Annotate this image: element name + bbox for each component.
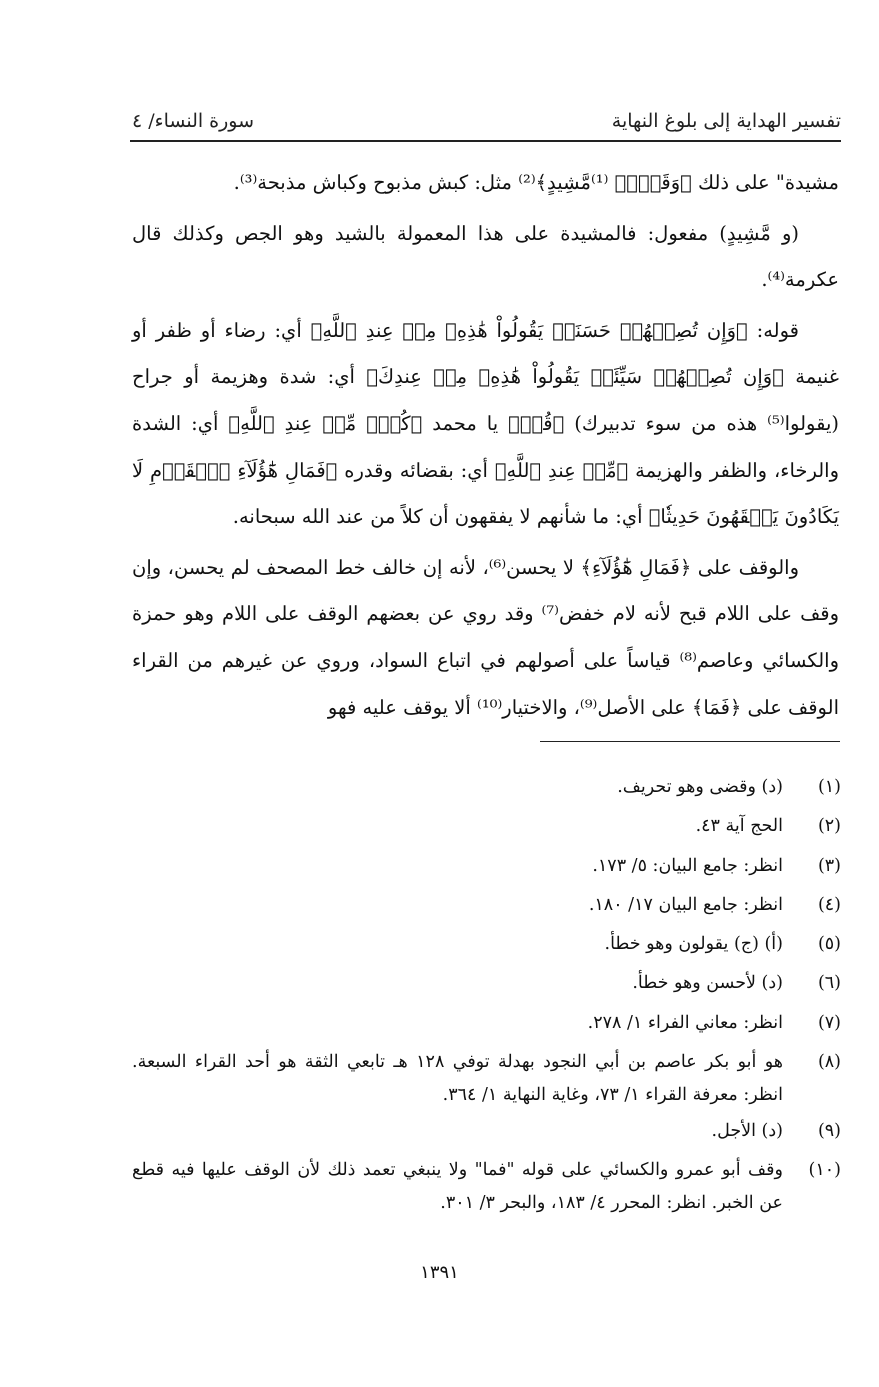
paragraph-1: مشيدة" على ذلك ﴿وَقَصۡرٖ ⁽¹⁾مَّشِيدٍ﴾⁽²⁾ مثل: كبش مذبوح وكباش مذبحة⁽³⁾.: [233, 171, 839, 194]
paragraph-2: (و مَّشِيدٍ) مفعول: فالمشيدة على هذا المعمولة بالشيد وهو الجص وكذلك قال عكرمة⁽⁴⁾.: [132, 221, 839, 292]
footnote-9: [132, 1112, 841, 1151]
footnote-text: هو أبو بكر عاصم بن أبي النجود بهدلة توفي ١٢٨ هـ تابعي الثقة هو أحد القراء السبعة. انظر: معرفة القراء ١/ ٧٣، وغاية النهاية ١/ ٣٦٤.: [132, 1052, 783, 1106]
footnote-number: (١): [817, 777, 841, 797]
footnote-number: (٧): [817, 1012, 841, 1033]
header-rule: [130, 140, 841, 142]
footnote-1: [132, 768, 841, 807]
footnote-text: (د) الأجل.: [711, 1121, 783, 1142]
footnote-number: (٣): [817, 855, 841, 876]
footnote-5: [132, 925, 841, 964]
footnote-text: (د) وقضى وهو تحريف.: [617, 777, 783, 797]
footnote-number: (١٠): [808, 1160, 841, 1181]
footnote-8: [132, 1043, 841, 1112]
paragraph-4: والوقف على ﴿فَمَالِ هَٰٓؤُلَآءِ﴾ لا يحسن⁽⁶⁾، لأنه إن خالف خط المصحف لم يحسن، وإن وقف على اللام قبح لأنه لام خفض⁽⁷⁾ وقد روي عن بعضهم الوقف على اللام وهو حمزة والكسائي وعاصم⁽⁸⁾ قياساً على أصولهم في اتباع السواد، وروي عن غيرهم من القراء الوقف على ﴿فَمَا﴾ على الأصل⁽⁹⁾، والاختيار⁽¹⁰⁾ ألا يوقف عليه فهو: [132, 555, 839, 719]
footnote-7: [132, 1004, 841, 1043]
footnote-number: (٦): [817, 973, 841, 994]
footnote-number: (٩): [817, 1121, 841, 1142]
surah-label: سورة النساء/ ٤: [132, 110, 255, 132]
footnote-text: الحج آية ٤٣.: [695, 816, 783, 837]
paragraph-3: قوله: ﴿وَإِن تُصِبۡهُمۡ حَسَنَةٞ يَقُولُواْ هَٰذِهِۦ مِنۡ عِندِ ٱللَّهِ﴾ أي: رضاء أو ظفر أو غنيمة ﴿وَإِن تُصِبۡهُمۡ سَيِّئَةٞ يَقُولُواْ هَٰذِهِۦ مِنۡ عِندِكَ﴾ أي: شدة وهزيمة أو جراح (يقولوا⁽⁵⁾ هذه من سوء تدبيرك) ﴿قُلۡ﴾ يا محمد ﴿كُلّٞ مِّنۡ عِندِ ٱللَّهِ﴾ أي: الشدة والرخاء، والظفر والهزيمة ﴿مِّنۡ عِندِ ٱللَّهِ﴾ أي: بقضائه وقدره ﴿فَمَالِ هَٰٓؤُلَآءِ ٱلۡقَوۡمِ لَا يَكَادُونَ يَفۡقَهُونَ حَدِيثٗا﴾ أي: ما شأنهم لا يفقهون أن كلاً من عند الله سبحانه.: [132, 318, 839, 529]
footnote-number: (٤): [817, 894, 841, 915]
footnote-text: (د) لأحسن وهو خطأ.: [632, 973, 783, 994]
footnote-3: [132, 847, 841, 886]
page-number: ١٣٩١: [420, 1262, 459, 1283]
footnote-text: انظر: جامع البيان ١٧/ ١٨٠.: [588, 894, 783, 915]
footnote-text: انظر: معاني الفراء ١/ ٢٧٨.: [587, 1012, 783, 1033]
footnote-text: وقف أبو عمرو والكسائي على قوله "فما" ولا ينبغي تعمد ذلك لأن الوقف عليها فيه قطع عن الخبر. انظر: المحرر ٤/ ١٨٣، والبحر ٣/ ٣٠١.: [132, 1160, 783, 1214]
footnote-4: [132, 886, 841, 925]
footnote-10: [132, 1151, 841, 1220]
main-text: [132, 160, 839, 731]
footnote-separator: [540, 741, 840, 742]
footnotes: [132, 768, 841, 1220]
footnote-2: [132, 807, 841, 846]
footnote-text: (أ) (ج) يقولون وهو خطأ.: [604, 934, 783, 955]
footnote-text: انظر: جامع البيان: ٥/ ١٧٣.: [592, 855, 783, 876]
footnote-number: (٨): [817, 1052, 841, 1073]
running-header: [132, 96, 841, 132]
footnote-number: (٢): [817, 816, 841, 837]
footnote-number: (٥): [817, 934, 841, 955]
footnote-6: [132, 964, 841, 1003]
book-title: تفسير الهداية إلى بلوغ النهاية: [611, 110, 841, 132]
